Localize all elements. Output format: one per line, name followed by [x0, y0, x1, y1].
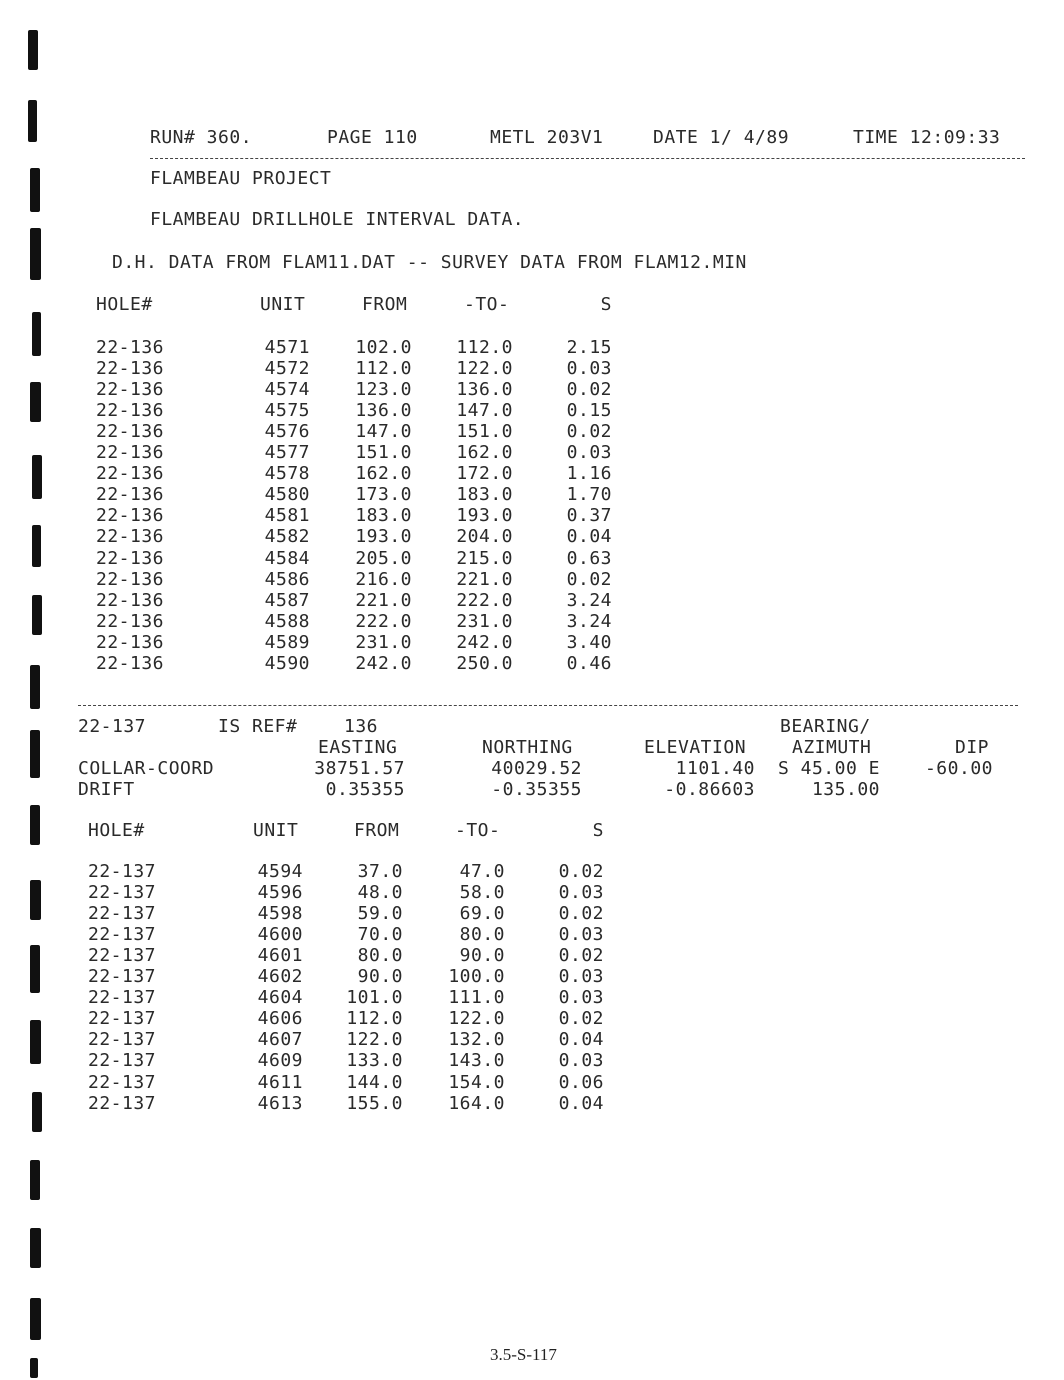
drift-elevation: -0.86603	[664, 779, 755, 800]
to-cell: 90.0	[459, 945, 505, 967]
to-cell: 162.0	[456, 442, 513, 464]
from-cell: 48.0	[357, 882, 403, 904]
from-cell: 173.0	[355, 484, 412, 506]
s-cell: 0.02	[566, 568, 612, 590]
hole-cell: 22-137	[88, 882, 157, 904]
to-cell: 80.0	[459, 924, 505, 946]
hole-cell: 22-136	[96, 610, 165, 632]
unit-cell: 4611	[257, 1071, 303, 1093]
s-cell: 0.04	[558, 1029, 604, 1051]
unit-cell: 4575	[264, 400, 310, 422]
s-cell: 0.03	[566, 442, 612, 464]
hole-cell: 22-137	[88, 1092, 157, 1114]
s-cell: 0.03	[558, 966, 604, 988]
to-cell: 242.0	[456, 631, 513, 653]
report-time: TIME 12:09:33	[853, 127, 1001, 148]
s-cell: 0.03	[566, 358, 612, 380]
unit-cell: 4602	[257, 966, 303, 988]
collar-elevation: 1101.40	[675, 758, 755, 779]
from-cell: 221.0	[355, 589, 412, 611]
s-cell: 0.02	[566, 421, 612, 443]
header-divider	[150, 158, 1025, 159]
hole-cell: 22-137	[88, 966, 157, 988]
s-cell: 0.02	[558, 903, 604, 925]
hole-cell: 22-137	[88, 945, 157, 967]
s-cell: 0.04	[558, 1092, 604, 1114]
unit-cell: 4578	[264, 463, 310, 485]
to-cell: 143.0	[448, 1050, 505, 1072]
from-cell: 155.0	[346, 1092, 403, 1114]
from-cell: 112.0	[346, 1008, 403, 1030]
from-cell: 205.0	[355, 547, 412, 569]
hole-cell: 22-136	[96, 547, 165, 569]
hole-cell: 22-136	[96, 568, 165, 590]
collar-northing: 40029.52	[491, 758, 582, 779]
unit-cell: 4576	[264, 421, 310, 443]
to-cell: 122.0	[456, 358, 513, 380]
unit-cell: 4613	[257, 1092, 303, 1114]
col-from: FROM	[362, 294, 408, 315]
to-cell: 193.0	[456, 505, 513, 527]
from-cell: 147.0	[355, 421, 412, 443]
to-cell: 250.0	[456, 652, 513, 674]
to-cell: 164.0	[448, 1092, 505, 1114]
to-cell: 172.0	[456, 463, 513, 485]
hole-cell: 22-137	[88, 987, 157, 1009]
col-to: -TO-	[464, 294, 510, 315]
from-cell: 183.0	[355, 505, 412, 527]
to-cell: 147.0	[456, 400, 513, 422]
hole-cell: 22-136	[96, 337, 165, 358]
hole-cell: 22-137	[88, 924, 157, 946]
from-cell: 59.0	[357, 903, 403, 925]
hole-cell: 22-136	[96, 463, 165, 485]
azimuth-header: AZIMUTH	[792, 737, 872, 758]
unit-cell: 4606	[257, 1008, 303, 1030]
to-cell: 231.0	[456, 610, 513, 632]
s-cell: 0.03	[558, 924, 604, 946]
to-cell: 100.0	[448, 966, 505, 988]
to-cell: 122.0	[448, 1008, 505, 1030]
unit-cell: 4598	[257, 903, 303, 925]
unit-cell: 4600	[257, 924, 303, 946]
col-hole: HOLE#	[96, 294, 153, 315]
hole-cell: 22-137	[88, 1029, 157, 1051]
report-subtitle: FLAMBEAU DRILLHOLE INTERVAL DATA.	[150, 209, 525, 230]
from-cell: 242.0	[355, 652, 412, 674]
s-cell: 3.40	[566, 631, 612, 653]
drift-azimuth: 135.00	[811, 779, 880, 800]
from-cell: 80.0	[357, 945, 403, 967]
unit-cell: 4572	[264, 358, 310, 380]
northing-header: NORTHING	[482, 737, 573, 758]
col-hole: HOLE#	[88, 820, 145, 841]
to-cell: 221.0	[456, 568, 513, 590]
s-cell: 1.70	[566, 484, 612, 506]
s-cell: 0.04	[566, 526, 612, 548]
drift-easting: 0.35355	[325, 779, 405, 800]
s-cell: 0.15	[566, 400, 612, 422]
s-cell: 0.02	[558, 1008, 604, 1030]
unit-cell: 4577	[264, 442, 310, 464]
from-cell: 162.0	[355, 463, 412, 485]
to-cell: 222.0	[456, 589, 513, 611]
unit-cell: 4588	[264, 610, 310, 632]
metl-code: METL 203V1	[490, 127, 604, 148]
s-cell: 0.03	[558, 882, 604, 904]
unit-cell: 4581	[264, 505, 310, 527]
from-cell: 133.0	[346, 1050, 403, 1072]
run-number: RUN# 360.	[150, 127, 253, 148]
s-cell: 0.02	[558, 861, 604, 882]
to-cell: 151.0	[456, 421, 513, 443]
hole-cell: 22-136	[96, 526, 165, 548]
from-cell: 222.0	[355, 610, 412, 632]
unit-cell: 4607	[257, 1029, 303, 1051]
from-cell: 136.0	[355, 400, 412, 422]
unit-cell: 4584	[264, 547, 310, 569]
from-cell: 102.0	[355, 337, 412, 358]
s-cell: 2.15	[566, 337, 612, 358]
dip-header: DIP	[955, 737, 990, 758]
from-cell: 101.0	[346, 987, 403, 1009]
to-cell: 132.0	[448, 1029, 505, 1051]
to-cell: 111.0	[448, 987, 505, 1009]
elevation-header: ELEVATION	[644, 737, 747, 758]
from-cell: 231.0	[355, 631, 412, 653]
bearing-label: BEARING/	[780, 716, 871, 737]
unit-cell: 4609	[257, 1050, 303, 1072]
s-cell: 1.16	[566, 463, 612, 485]
unit-cell: 4571	[264, 337, 310, 358]
from-cell: 151.0	[355, 442, 412, 464]
collar-label: COLLAR-COORD	[78, 758, 215, 779]
hole-cell: 22-136	[96, 505, 165, 527]
unit-cell: 4601	[257, 945, 303, 967]
unit-cell: 4589	[264, 631, 310, 653]
unit-cell: 4594	[257, 861, 303, 882]
s-cell: 0.02	[558, 945, 604, 967]
hole-cell: 22-137	[88, 1071, 157, 1093]
hole-cell: 22-136	[96, 484, 165, 506]
hole-cell: 22-137	[88, 1008, 157, 1030]
s-cell: 0.63	[566, 547, 612, 569]
hole-cell: 22-136	[96, 589, 165, 611]
data-source-line: D.H. DATA FROM FLAM11.DAT -- SURVEY DATA FROM FLAM12.MIN	[112, 252, 747, 273]
s-cell: 3.24	[566, 610, 612, 632]
from-cell: 90.0	[357, 966, 403, 988]
section-divider	[78, 705, 1018, 706]
collar-dip: -60.00	[924, 758, 993, 779]
unit-cell: 4604	[257, 987, 303, 1009]
hole-cell: 22-136	[96, 442, 165, 464]
hole-cell: 22-137	[88, 861, 157, 882]
from-cell: 216.0	[355, 568, 412, 590]
ref-label: IS REF#	[218, 716, 298, 737]
to-cell: 215.0	[456, 547, 513, 569]
unit-cell: 4582	[264, 526, 310, 548]
ref-number: 136	[344, 716, 379, 737]
to-cell: 183.0	[456, 484, 513, 506]
unit-cell: 4586	[264, 568, 310, 590]
unit-cell: 4574	[264, 379, 310, 401]
s-cell: 0.03	[558, 987, 604, 1009]
col-to: -TO-	[455, 820, 501, 841]
col-from: FROM	[354, 820, 400, 841]
hole-cell: 22-136	[96, 631, 165, 653]
from-cell: 37.0	[357, 861, 403, 882]
project-title: FLAMBEAU PROJECT	[150, 168, 332, 189]
col-s: S	[592, 820, 604, 841]
to-cell: 58.0	[459, 882, 505, 904]
hole-cell: 22-136	[96, 379, 165, 401]
drift-northing: -0.35355	[491, 779, 582, 800]
hole-cell: 22-136	[96, 652, 165, 674]
from-cell: 193.0	[355, 526, 412, 548]
s-cell: 0.37	[566, 505, 612, 527]
from-cell: 122.0	[346, 1029, 403, 1051]
hole-cell: 22-137	[88, 1050, 157, 1072]
collar-easting: 38751.57	[314, 758, 405, 779]
col-unit: UNIT	[260, 294, 306, 315]
to-cell: 69.0	[459, 903, 505, 925]
page-footer-id: 3.5-S-117	[490, 1345, 557, 1364]
report-date: DATE 1/ 4/89	[653, 127, 790, 148]
unit-cell: 4596	[257, 882, 303, 904]
s-cell: 3.24	[566, 589, 612, 611]
hole-cell: 22-136	[96, 358, 165, 380]
hole-cell: 22-137	[88, 903, 157, 925]
from-cell: 144.0	[346, 1071, 403, 1093]
unit-cell: 4580	[264, 484, 310, 506]
to-cell: 112.0	[456, 337, 513, 358]
from-cell: 112.0	[355, 358, 412, 380]
from-cell: 70.0	[357, 924, 403, 946]
to-cell: 136.0	[456, 379, 513, 401]
s-cell: 0.03	[558, 1050, 604, 1072]
hole-cell: 22-136	[96, 400, 165, 422]
unit-cell: 4587	[264, 589, 310, 611]
easting-header: EASTING	[318, 737, 398, 758]
col-s: S	[600, 294, 612, 315]
s-cell: 0.46	[566, 652, 612, 674]
drift-label: DRIFT	[78, 779, 135, 800]
to-cell: 204.0	[456, 526, 513, 548]
hole-cell: 22-136	[96, 421, 165, 443]
from-cell: 123.0	[355, 379, 412, 401]
to-cell: 154.0	[448, 1071, 505, 1093]
s-cell: 0.02	[566, 379, 612, 401]
s-cell: 0.06	[558, 1071, 604, 1093]
ref-hole: 22-137	[78, 716, 147, 737]
unit-cell: 4590	[264, 652, 310, 674]
to-cell: 47.0	[459, 861, 505, 882]
col-unit: UNIT	[253, 820, 299, 841]
page-number: PAGE 110	[327, 127, 418, 148]
collar-azimuth: S 45.00 E	[777, 758, 880, 779]
